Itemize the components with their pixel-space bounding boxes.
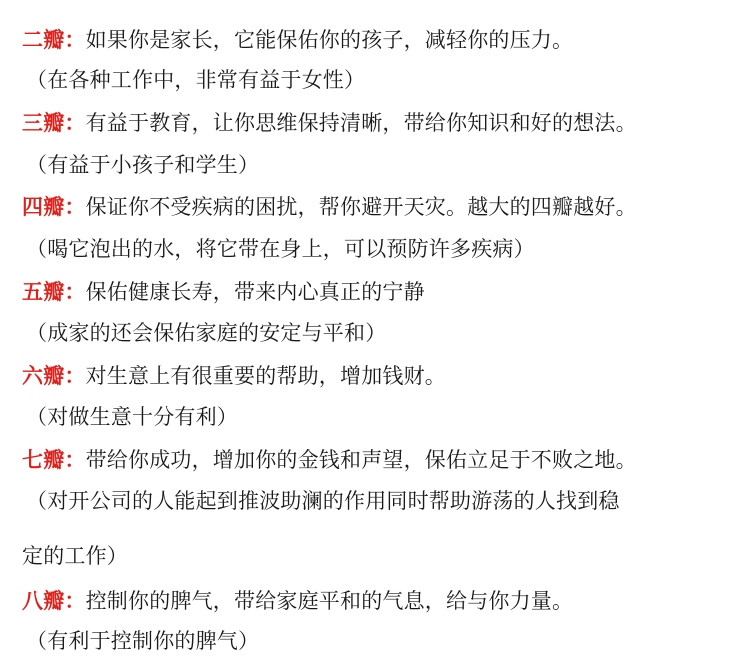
entry-7-note: （对开公司的人能起到推波助澜的作用同时帮助游荡的人找到稳 <box>26 489 620 513</box>
entry-3-note: （有益于小孩子和学生） <box>26 153 260 177</box>
entry-7-note-continued: 定的工作） <box>22 544 128 568</box>
entry-6-note: （对做生意十分有利） <box>26 405 238 429</box>
entry-5-line <box>22 277 425 307</box>
entry-3-line <box>22 108 637 138</box>
entry-6-label: 六瓣： <box>22 364 86 388</box>
entry-4-note: （喝它泡出的水，将它带在身上，可以预防许多疾病） <box>26 237 535 261</box>
entry-3-label: 三瓣： <box>22 111 86 135</box>
entry-8-note: （有利于控制你的脾气） <box>26 629 260 653</box>
entry-6-line <box>22 361 446 391</box>
entry-3-text: 有益于教育，让你思维保持清晰，带给你知识和好的想法。 <box>85 111 637 135</box>
entry-4-text: 保证你不受疾病的困扰，帮你避开天灾。越大的四瓣越好。 <box>85 195 637 219</box>
entry-8-text: 控制你的脾气，带给家庭平和的气息，给与你力量。 <box>85 589 574 613</box>
entry-2-text: 如果你是家长，它能保佑你的孩子，减轻你的压力。 <box>85 28 574 52</box>
entry-6-text: 对生意上有很重要的帮助，增加钱财。 <box>85 364 447 388</box>
entry-2-line <box>22 25 573 55</box>
entry-7-line <box>22 445 637 475</box>
entry-2-label: 二瓣： <box>22 28 86 52</box>
entry-5-note: （成家的还会保佑家庭的安定与平和） <box>26 321 387 345</box>
entry-2-note: （在各种工作中，非常有益于女性） <box>26 68 366 92</box>
entry-4-label: 四瓣： <box>22 195 86 219</box>
entry-5-label: 五瓣： <box>22 280 86 304</box>
entry-8-label: 八瓣： <box>22 589 86 613</box>
entry-7-label: 七瓣： <box>22 448 86 472</box>
entry-5-text: 保佑健康长寿，带来内心真正的宁静 <box>85 280 425 304</box>
entry-4-line <box>22 192 637 222</box>
entry-7-text: 带给你成功，增加你的金钱和声望，保佑立足于不败之地。 <box>85 448 637 472</box>
entry-8-line <box>22 586 573 616</box>
